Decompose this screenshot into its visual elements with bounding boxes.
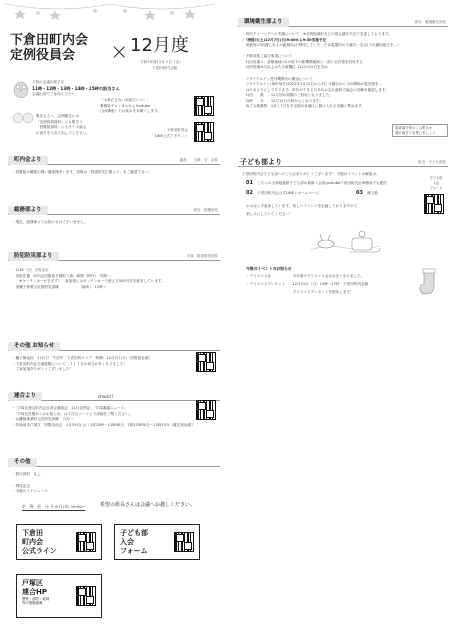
youtube-note: 「太鼓ださない前改だいへ！」 事務局チャンネルからYoutube (全5講座）でお楽ネを本稿いします。 bbox=[100, 98, 161, 114]
bohan-line: 消費予算要文化財防災訓練 （場所） 11時〜 bbox=[12, 284, 107, 289]
kodomo-item-2 bbox=[246, 190, 356, 197]
stocking-illustration bbox=[418, 268, 442, 299]
owl-illustration bbox=[12, 78, 30, 99]
renraku-qr-code[interactable] bbox=[196, 400, 216, 420]
kodomo-item-3 bbox=[356, 190, 406, 197]
date-info: 令和7年度12月５日（金） bbox=[140, 60, 183, 64]
other-line: ・賛成記念 bbox=[12, 483, 30, 488]
section-right-somu: 担当 総務部長 bbox=[193, 208, 218, 212]
times-sign: × bbox=[110, 40, 129, 65]
report-note: 報告さんへ、定例報告には 「定例役員資料」にも報告と 「回覧板資料」にもサテス協会 の両方を入れて出してください。 bbox=[36, 114, 90, 135]
check-label: check!! bbox=[98, 394, 113, 399]
info-line: ・下倉田町内会当番経験について １１７名の担当が多くありました！ bbox=[12, 361, 127, 366]
kankyo-line: ・「清掃日(土)12月7日(日)9:00から9:30実施予定 bbox=[242, 37, 327, 42]
next-meeting-note: 会議出席でご参加ください。 bbox=[32, 92, 79, 96]
line-link-label: 下倉田 町内会 公式ライン bbox=[22, 529, 57, 555]
section-title-kodomo: 子ども部より bbox=[240, 158, 282, 166]
section-kankyo bbox=[238, 18, 448, 27]
kankyo-line: 3)ごみ廃棄物：1月と7日を予定地の各地区に届け入れる各種と集めます。 bbox=[242, 104, 365, 109]
sleigh-illustration bbox=[306, 220, 386, 263]
kankyo-tag: 電倉場分別のごみ集合か 週が過ぎて収集しましょう bbox=[392, 124, 448, 137]
kodomo-event-1: ・クリスマス会 今年度のクリスマス会はおまとなりました。 bbox=[246, 274, 365, 278]
kodomo-item-num: 01 bbox=[246, 180, 253, 186]
kankyo-line: ・リサイクルイン受付機関各の間送について bbox=[242, 76, 314, 81]
kodomo-form-label: 子ども部 入会 フォーム bbox=[429, 176, 443, 190]
other-line: ・旅行資料 なし bbox=[12, 472, 41, 476]
kodomo-intro: 下倉田町内会子ども部へのご入会ありがとうございます！ 今後のイベントの解説は、 bbox=[242, 172, 380, 176]
kankyo-line: はりまよりにしてあります。申告ができる日本のお忘れ資料で協会の各種を確認します。 bbox=[242, 87, 389, 92]
section-title-info: その他 お知らせ bbox=[8, 342, 60, 351]
renraku-line: ・年始前市戸塚区 回覧出前会 1月19日(土)（1班10時〜11時40分、2班12時50分〜12時15分（確定者参照） bbox=[12, 422, 195, 427]
line-account-label bbox=[148, 128, 188, 139]
bohan-line: ※キッチンカーがきます！ 参加者にはキッチンカーで使える500円券を配布しています。 bbox=[12, 279, 165, 284]
section-right-bohan: 平成 防災防犯部長 bbox=[186, 254, 218, 258]
place-info: 下倉田町内会館 bbox=[152, 66, 178, 70]
bohan-line: 各班在籍 町内会回覧板夫婦取り扱い新聞（時代） 別紙〜 bbox=[12, 273, 111, 278]
section-right-kodomo: 担当 子ども部長 bbox=[418, 160, 446, 164]
section-bohan bbox=[8, 252, 220, 261]
other-line: ・今後のスケジュール bbox=[12, 489, 48, 494]
chonai-body: ・回覧板火曜板の強い講座様をいます。誤報は「町版防災広報より」をご確認下さい。 bbox=[12, 170, 152, 174]
schedule-line: 定 例 会 （1 月 8 日(木) 19:00〜 bbox=[22, 504, 85, 511]
section-title-chonai: 町内会より bbox=[8, 156, 48, 165]
line-label-1: 下倉田町内会 bbox=[166, 128, 188, 132]
decoration-figure bbox=[12, 110, 34, 127]
section-other bbox=[8, 458, 220, 467]
kodomo-item-num: 02 bbox=[246, 190, 253, 196]
kodomo-item-num: 03 bbox=[356, 190, 363, 196]
kankyo-line: リサイクルイン(毎年毎を)2022年1月12日から3日 月曜日から今の開始の電気物を… bbox=[242, 82, 383, 87]
kodomo-form-qr[interactable] bbox=[424, 194, 444, 214]
other-body bbox=[12, 472, 217, 495]
info-line: ご参加頂ありがとうございました！ bbox=[12, 367, 74, 372]
kankyo-line: 2)時 分 ：12月12日の時からとおります。 bbox=[242, 98, 323, 103]
section-info bbox=[8, 342, 220, 351]
kodomo-event-3: クリスマスプレゼントを配布します！ bbox=[246, 290, 354, 294]
kodomo-event-2: ・クリスマスプレゼント 12月21日（日）13時〜17時 下倉田町内会館 bbox=[246, 282, 369, 286]
kodomo-item-text: 下倉田町内会公式LINEとホームページ bbox=[257, 191, 319, 195]
kankyo-body bbox=[242, 32, 446, 110]
section-title-other: その他 bbox=[8, 458, 37, 467]
kodomo-note-1: のみならず参加しています。楽しいイベントを企画しておりますので、 bbox=[246, 204, 361, 208]
totsuka-link-qr[interactable] bbox=[76, 586, 96, 606]
section-chonai bbox=[8, 156, 220, 165]
kodomo-events-title: 今後のイベントのお知らせ bbox=[246, 266, 292, 271]
kodomo-item-text: 郷土紙 bbox=[367, 191, 378, 195]
bohan-line: ・1/18（日）小雪会行 bbox=[12, 268, 49, 272]
page-title bbox=[10, 34, 88, 64]
line-qr-code[interactable] bbox=[194, 122, 214, 142]
kodomo-item-text: こちらの全家組連絡子ども部の最新入会前youtube下倉田町内会事務局でも配信 bbox=[257, 181, 387, 185]
section-somu bbox=[8, 206, 220, 215]
title-line-1: 下倉田町内会 bbox=[10, 33, 89, 48]
section-right-chonai: 議長 日時 守 会長 bbox=[179, 158, 218, 162]
youtube-qr-code[interactable] bbox=[194, 96, 214, 116]
kankyo-line: 1)回収場１：倉敷地域:12月頃下の新機関地域と一部と全沢物を回収する bbox=[242, 59, 363, 64]
section-title-kankyo: 環境衛生部より bbox=[238, 18, 289, 27]
kodomo-link-label: 子ども部 入会 フォーム bbox=[120, 529, 148, 555]
next-meeting-times: 11時・12時・13時・14時・15時の担当さん bbox=[32, 86, 120, 91]
next-meeting-label: 今回の会議出席予定： bbox=[32, 80, 68, 84]
kankyo-line: 2)回収場:6月以上はたの新機区 12月の15日を含め bbox=[242, 65, 328, 70]
renraku-line: ・お雛様事業町元民防災訓練 （1月〜 bbox=[12, 417, 74, 422]
renraku-line: ・「戸塚区連合町内会自治会連絡会 11月定例会」「戸塚審議ニュース」 bbox=[12, 406, 128, 410]
section-title-somu: 総務部より bbox=[8, 206, 48, 215]
line-link-qr[interactable] bbox=[76, 532, 96, 552]
title-line-2: 定例役員会 bbox=[10, 47, 76, 63]
totsuka-link-sub: 警察・消防・地域 等の情報満載 bbox=[22, 596, 50, 605]
kankyo-line: ・町内クリーンデーの実施について ※各班地域町などの班会議を予定で変更しております。 bbox=[242, 32, 392, 36]
month-title: 12月度 bbox=[130, 35, 189, 56]
kodomo-note-2: 楽しみにしていてください！ bbox=[246, 212, 293, 216]
totsuka-link-title: 戸塚区 連合HP bbox=[22, 579, 47, 596]
renraku-body bbox=[12, 406, 217, 428]
kodomo-item-1 bbox=[246, 180, 416, 187]
info-qr-code[interactable] bbox=[196, 352, 216, 372]
renraku-line: 「戸塚区民報からのお知らせ」は２次元コードより詳細をご覧ください。 bbox=[12, 411, 133, 416]
somu-body: ・現在、総務部よりお知らせはございません。 bbox=[12, 220, 88, 224]
info-body bbox=[12, 356, 177, 373]
section-renraku bbox=[8, 392, 220, 401]
section-kodomo bbox=[238, 158, 448, 167]
section-right-kankyo: 担当 環境衛生部長 bbox=[414, 20, 446, 24]
kankyo-line: ・不要用紙ご協力事項について bbox=[242, 54, 293, 59]
kankyo-line: 1)回 数 ：12月回の周期のご回収となりました。 bbox=[242, 93, 333, 98]
bohan-body bbox=[12, 268, 217, 290]
kodomo-link-qr[interactable] bbox=[174, 532, 194, 552]
kankyo-line: 廃棄物の形(観られるの新規局)が利用していた「たぬ電場所の不適当一生(以下の適用地方を…） bbox=[242, 43, 401, 48]
section-title-renraku: 連合より bbox=[8, 392, 42, 401]
section-title-bohan: 防犯防災部より bbox=[8, 252, 59, 261]
line-label-2: LINE公式アカウント bbox=[154, 133, 188, 138]
closing-note: 希望の組長さんは会議へお越しください。 bbox=[100, 502, 196, 508]
garland-decoration bbox=[0, 0, 220, 20]
info-line: ・獅子舞巡回 1月2日 午前中 下倉田町エリア 時間：12月2日(火)（回覧板参照） bbox=[12, 356, 153, 360]
